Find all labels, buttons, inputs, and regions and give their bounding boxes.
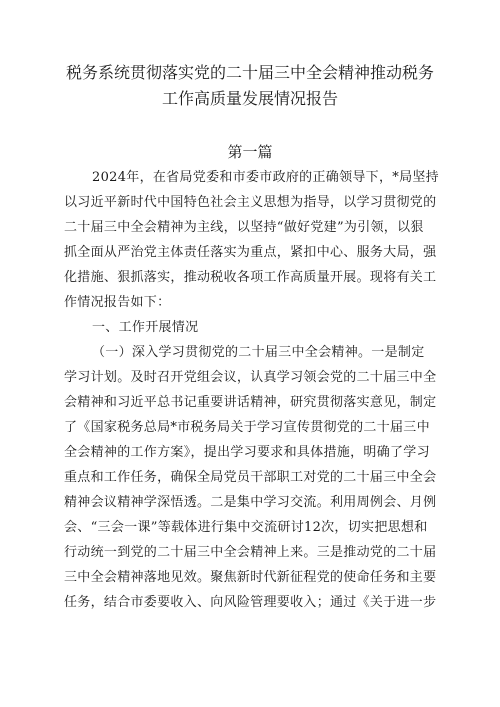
document-body bbox=[64, 165, 454, 615]
paragraph-line: 任务，结合市委要收入、向风险管理要收入；通过《关于进一步 bbox=[64, 595, 437, 610]
paragraph-line: 会精神和习近平总书记重要讲话精神，研究贯彻落实意见，制定 bbox=[64, 395, 437, 410]
paragraph-line: 三中全会精神落地见效。聚焦新时代新征程党的使命任务和主要 bbox=[64, 570, 437, 585]
title-line-1: 税务系统贯彻落实党的二十届三中全会精神推动税务 bbox=[65, 63, 434, 82]
paragraph-line: 全会精神的工作方案》，提出学习要求和具体措施，明确了学习 bbox=[64, 445, 430, 460]
paragraph-line: 重点和工作任务，确保全局党员干部职工对党的二十届三中全会 bbox=[64, 470, 437, 485]
section-title: 第一篇 bbox=[227, 143, 273, 161]
document-title bbox=[60, 60, 440, 112]
paragraph-line: 会、“三会一课”等载体进行集中交流研讨12次，切实把思想和 bbox=[64, 520, 428, 535]
paragraph-line: 以习近平新时代中国特色社会主义思想为指导，以学习贯彻党的 bbox=[64, 195, 437, 210]
paragraph-line: 作情况报告如下： bbox=[64, 295, 171, 310]
paragraph-line: 精神会议精神学深悟透。二是集中学习交流。利用周例会、月例 bbox=[64, 495, 437, 510]
subheading-line: （一）深入学习贯彻党的二十届三中全会精神。一是制定 bbox=[92, 345, 425, 360]
paragraph-line: 学习计划。及时召开党组会议，认真学习领会党的二十届三中全 bbox=[64, 370, 437, 385]
paragraph-line: 抓全面从严治党主体责任落实为重点，紧扣中心、服务大局，强 bbox=[64, 245, 437, 260]
paragraph-line: 行动统一到党的二十届三中全会精神上来。三是推动党的二十届 bbox=[64, 545, 437, 560]
paragraph-line: 了《国家税务总局*市税务局关于学习宣传贯彻党的二十届三中 bbox=[64, 420, 430, 435]
heading-line: 一、工作开展情况 bbox=[92, 320, 199, 335]
paragraph-line: 二十届三中全会精神为主线，以坚持“做好党建”为引领，以狠 bbox=[64, 220, 424, 235]
title-line-2: 工作高质量发展情况报告 bbox=[161, 89, 338, 108]
paragraph-line: 化措施、狠抓落实，推动税收各项工作高质量开展。现将有关工 bbox=[64, 270, 437, 285]
paragraph-line: 2024年，在省局党委和市委市政府的正确领导下，*局坚持 bbox=[92, 170, 439, 185]
